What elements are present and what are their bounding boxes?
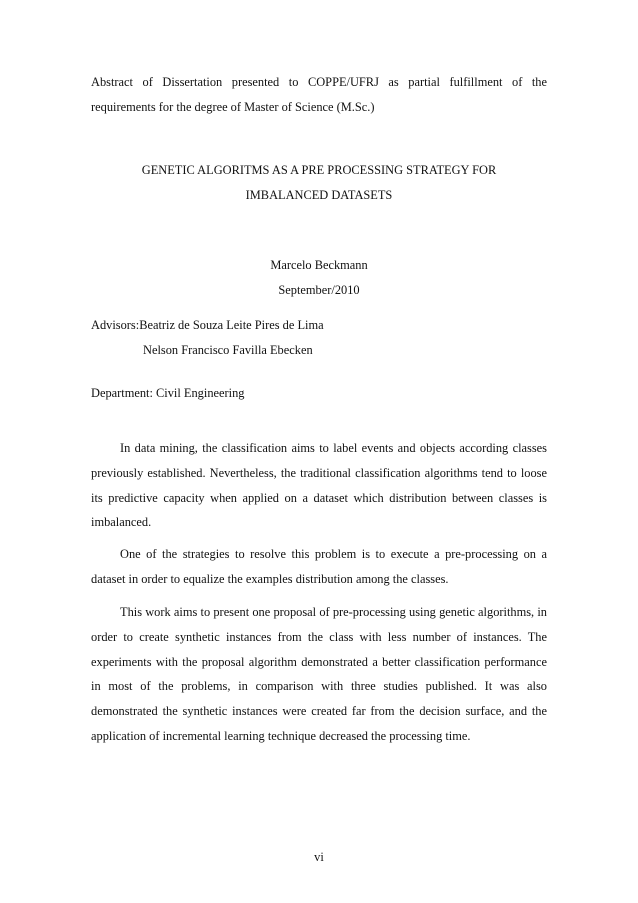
abstract-paragraph: One of the strategies to resolve this problem is to execute a pre-processing on a dataset in order to equalize the examples distribution among the classes. — [91, 547, 547, 586]
dissertation-intro: Abstract of Dissertation presented to COPPE/UFRJ as partial fulfillment of the requirements for the degree of Master of Science (M.Sc.) — [91, 75, 547, 114]
abstract-paragraph: This work aims to present one proposal of pre-processing using genetic algorithms, in order to create synthetic instances from the class with less number of instances. The experiments with the proposal algorithm demonstrated a better classification performance in most of the problems, in comparison with three studies published. It was also demonstrated the synthetic instances were created far from the decision surface, and the application of incremental learning technique decreased the processing time. — [91, 605, 547, 743]
title-line-1: GENETIC ALGORITMS AS A PRE PROCESSING STRATEGY FOR — [141, 163, 497, 177]
advisors-line-1: Advisors:Beatriz de Souza Leite Pires de Lima — [91, 318, 324, 332]
author-name: Marcelo Beckmann — [270, 258, 368, 272]
title-line-2: IMBALANCED DATASETS — [245, 188, 393, 202]
department: Department: Civil Engineering — [91, 386, 245, 400]
abstract-paragraph: In data mining, the classification aims to label events and objects according classes previously established. Nevertheless, the traditional classification algorithms tend to loose its predictive capacity when applied on a dataset which distribution between classes is imbalanced. — [91, 441, 547, 530]
author-block — [91, 253, 547, 303]
submission-date: September/2010 — [278, 283, 360, 297]
dissertation-title — [91, 158, 547, 208]
page-number: vi — [314, 850, 324, 864]
advisors-line-2: Nelson Francisco Favilla Ebecken — [143, 343, 313, 357]
